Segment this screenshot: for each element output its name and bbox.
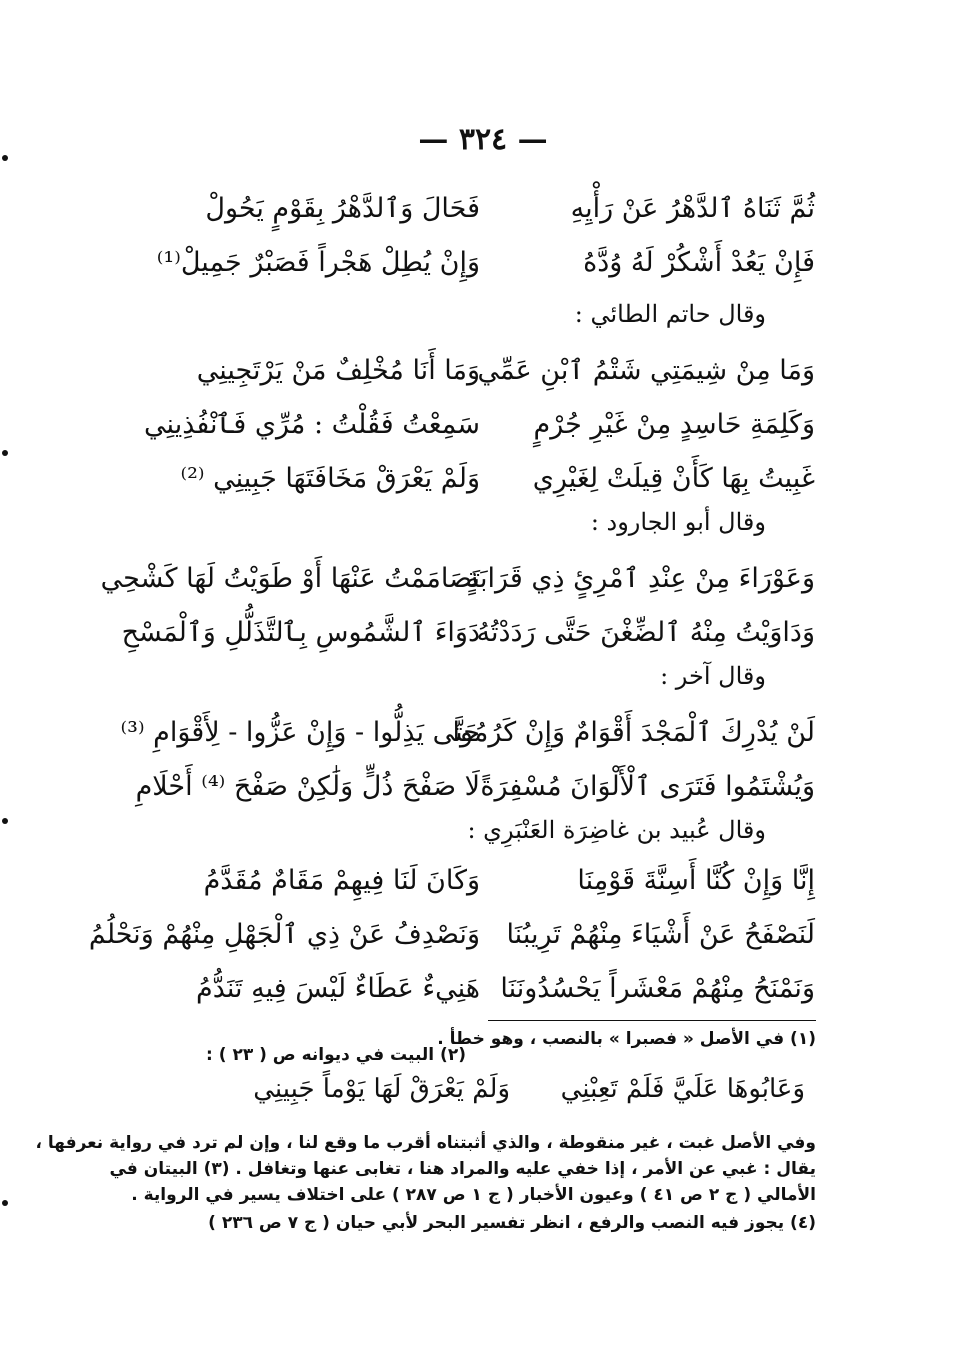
scan-mark — [2, 450, 8, 456]
scan-mark — [2, 155, 8, 161]
footnote-rule — [488, 1020, 816, 1021]
verse-second-hemistich: وَنَصْدِفُ عَنْ ذِي ٱلْجَهْلِ مِنْهُمْ وَنَحْلُمُ — [88, 919, 480, 950]
footnote-2-text: وفي الأصل غبت ، غير منقوطة ، والذي أثبتناه أقرب ما وقع لنا ، وإن لم ترد في رواية نعرفها ، — [35, 1133, 816, 1153]
verse-second-hemistich: وَلَمْ يَعْرَقْ لَهَا يَوْماً جَبِينِي — [253, 1074, 510, 1104]
verse-first-hemistich: وَمَا مِنْ شِيمَتِي شَتْمُ ٱبْنِ عَمِّي — [477, 355, 815, 386]
verse-line — [88, 912, 815, 958]
verse-first-hemistich: فَإِنْ يَعُدْ أَشْكُرْ لَهُ وُدَّهُ — [583, 247, 815, 278]
footnote-4: (٤) يجوز فيه النصب والرفع ، انظر تفسير البحر لأبي حيان ( ج ٧ ص ٢٣٦ ) — [208, 1213, 816, 1233]
verse-line — [100, 556, 815, 602]
verse-line — [121, 610, 815, 656]
footnote-2-intro: (٢) البيت في ديوانه ص ( ٢٣ ) : — [206, 1045, 466, 1065]
verse-second-hemistich: وَكَانَ لَنَا فِيهِمْ مَقَامٌ مُقَدَّمُ — [203, 865, 480, 896]
scan-mark — [2, 1200, 8, 1206]
verse-first-hemistich: إِنَّا وَإِنْ كُنَّا أَسِنَّةَ قَوْمِنَا — [577, 865, 815, 896]
footnote-3-text: الأمالي ( ج ٢ ص ٤١ ) وعيون الأخبار ( ج ١ ص ٢٨٧ ) على اختلاف يسير في الرواية . — [131, 1185, 816, 1205]
verse-line — [150, 186, 815, 232]
verse-line — [150, 858, 815, 904]
verse-second-hemistich: وَإِنْ يُطِلْ هَجْراً فَصَبْرٌ جَمِيلْ⁽¹⁾ — [156, 247, 480, 278]
verse-line — [150, 240, 815, 286]
verse-second-hemistich: فَحَالَ وَٱلدَّهْرُ بِقَوْمٍ يَحُولْ — [205, 193, 480, 224]
verse-first-hemistich: لَنَصْفَحُ عَنْ أَشْيَاءَ مِنْهُمْ تَرِيبُنَا — [506, 919, 815, 950]
verse-line — [135, 764, 815, 810]
page-number: — ٣٢٤ — — [418, 122, 548, 157]
verse-first-hemistich: غَبِيتُ بِهَا كَأَنْ قِيلَتْ لِغَيْرِي — [532, 463, 815, 494]
verse-second-hemistich: هَنِيءٌ عَطَاءٌ لَيْسَ فِيهِ تَنَدُّمُ — [196, 973, 480, 1004]
verse-first-hemistich: وَعَوْرَاءَ مِنْ عِنْدِ ٱمْرِئٍ ذِي قَرَابَةٍ — [465, 563, 815, 594]
verse-second-hemistich: وَمَا أَنَا مُخْلِفٌ مَنْ يَرْتَجِينِي — [196, 355, 480, 386]
verse-first-hemistich: ثُمَّ ثَنَاهُ ٱلدَّهْرُ عَنْ رَأْيِهِ — [570, 193, 815, 224]
verse-line — [144, 402, 815, 448]
footnote-2-3-text: يقال : غبي عن الأمر ، إذا خفي عليه والمراد هنا ، تغابى عنها وتغافل . (٣) البيتان في — [109, 1159, 816, 1179]
verse-second-hemistich: حَتَّى يَذِلُّوا - وَإِنْ عَزُّوا - لِأَقْوَامِ ⁽³⁾ — [120, 717, 480, 748]
scan-mark — [2, 818, 8, 824]
poet-intro: وقال أبو الجارود : — [590, 508, 766, 536]
verse-line — [150, 456, 815, 502]
verse-first-hemistich: وَعَابُوهَا عَلَيَّ فَلَمْ تَعِبْنِي — [560, 1074, 805, 1104]
poet-intro: وقال عُبيد بن غاضِرَة العَنْبَرِي : — [467, 816, 766, 844]
verse-first-hemistich: وَكَلِمَةِ حَاسِدٍ مِنْ غَيْرِ جُرْمٍ — [533, 409, 815, 440]
verse-line — [150, 348, 815, 394]
verse-second-hemistich: دَوَاءَ ٱلشَّمُوسِ بِٱلتَّذَلُّلِ وَٱلْمَسْحِ — [121, 617, 480, 648]
footnote-1: (١) في الأصل « فصبرا » بالنصب ، وهو خطأ . — [437, 1029, 816, 1049]
verse-second-hemistich: تَصَامَمْتُ عَنْهَا أَوْ طَوَيْتُ لَهَا كَشْحِي — [100, 563, 480, 594]
verse-second-hemistich: سَمِعْتُ فَقُلْتُ : مُرِّي فَٱنْفُذِينِي — [144, 409, 480, 440]
verse-first-hemistich: لَنْ يُدْرِكَ ٱلْمَجْدَ أَقْوَامٌ وَإِنْ كَرُمُوا — [452, 717, 815, 748]
verse-line — [120, 710, 815, 756]
poet-intro: وقال آخر : — [660, 662, 766, 690]
verse-first-hemistich: وَدَاوَيْتُ مِنْهُ ٱلضِّغْنَ حَتَّى رَدَدْتُهُ — [476, 617, 815, 648]
verse-first-hemistich: وَيُشْتَمُوا فَتَرَى ٱلْأَلْوَانَ مُسْفِرَةً — [480, 771, 815, 802]
verse-first-hemistich: وَنَمْنَحُ مِنْهُمْ مَعْشَراً يَحْسُدُونَنَا — [500, 973, 815, 1004]
footnote-verse — [230, 1068, 805, 1110]
verse-second-hemistich: وَلَمْ يَعْرَقْ مَخَافَتَهَا جَبِينِي ⁽²⁾ — [180, 463, 480, 494]
verse-line — [150, 966, 815, 1012]
poet-intro: وقال حاتم الطائي : — [574, 300, 766, 328]
verse-second-hemistich: لَا صَفْحَ ذُلٍّ وَلَٰكِنْ صَفْحَ ⁽⁴⁾ أَحْلَامِ — [135, 771, 480, 802]
